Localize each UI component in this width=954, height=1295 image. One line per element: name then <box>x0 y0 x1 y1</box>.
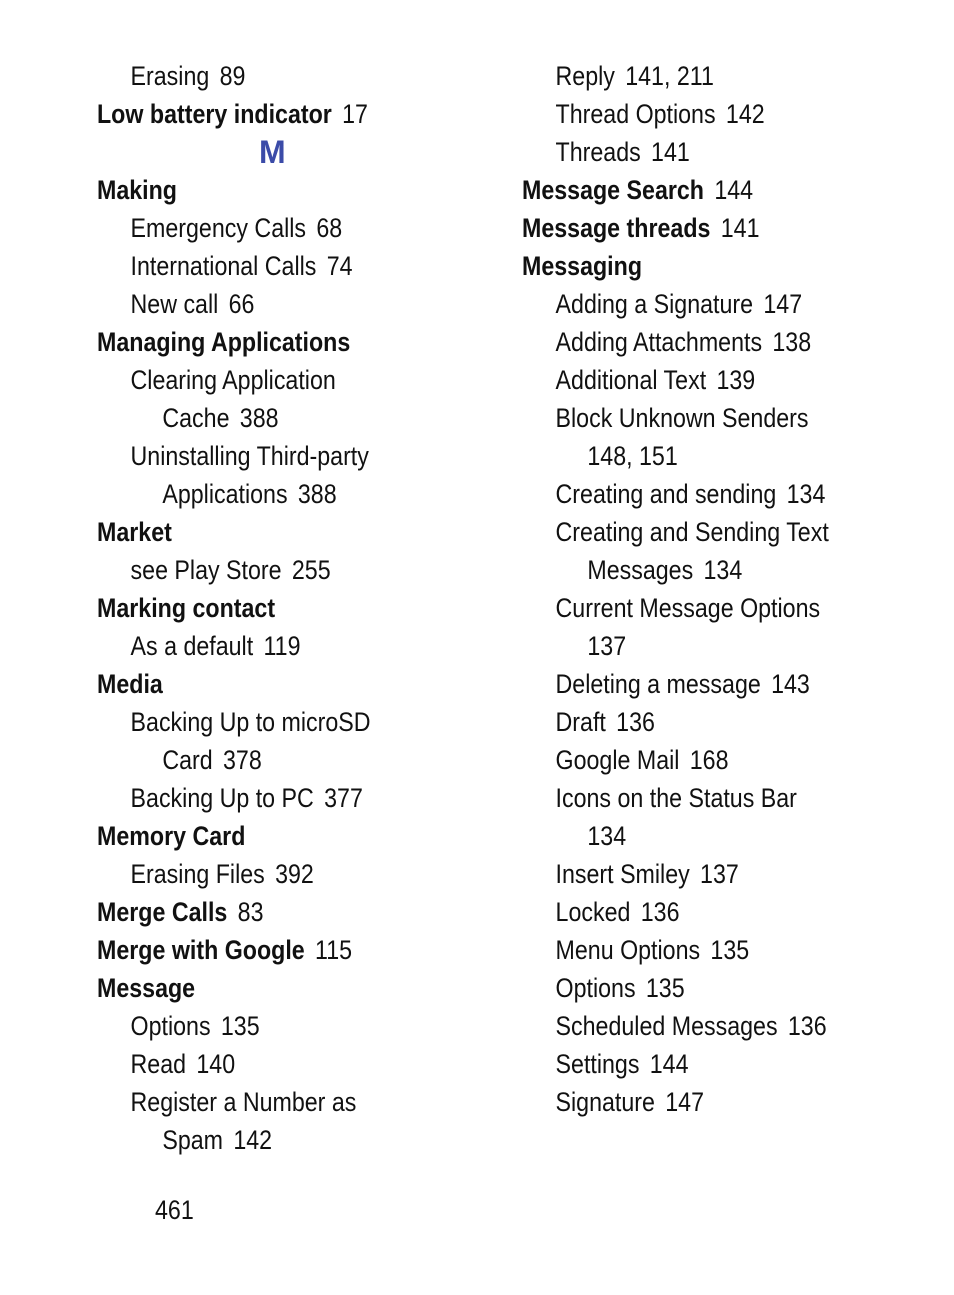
index-subentry <box>522 133 883 171</box>
index-subentry <box>522 1045 883 1083</box>
index-subentry <box>522 703 883 741</box>
index-subentry <box>522 931 883 969</box>
page-reference[interactable]: 139 <box>716 365 756 395</box>
index-subentry <box>522 627 883 665</box>
index-term: Read <box>130 1049 187 1079</box>
index-entry-main <box>97 323 441 361</box>
page-reference[interactable]: 134 <box>587 821 627 851</box>
index-entry-main <box>97 513 441 551</box>
page-reference[interactable]: 135 <box>220 1011 260 1041</box>
index-term: Locked <box>555 897 631 927</box>
page-reference[interactable]: 89 <box>219 61 246 91</box>
index-term: Scheduled Messages <box>555 1011 778 1041</box>
index-term: New call <box>130 289 219 319</box>
index-term: Making <box>97 175 177 205</box>
page-reference[interactable]: 141 <box>720 213 760 243</box>
index-entry-main <box>522 171 883 209</box>
index-term: Adding Attachments <box>555 327 763 357</box>
index-term: Creating and Sending Text <box>555 517 829 547</box>
index-term: As a default <box>130 631 254 661</box>
index-term: Backing Up to PC <box>130 783 314 813</box>
index-subentry <box>97 57 441 95</box>
page-reference[interactable]: 141 <box>651 137 690 167</box>
index-subentry <box>522 57 883 95</box>
index-subentry <box>522 1083 883 1121</box>
index-entry-main <box>97 931 441 969</box>
index-term: Uninstalling Third-party <box>130 441 369 471</box>
page-reference[interactable]: 377 <box>324 783 363 813</box>
index-entry-main <box>97 969 441 1007</box>
index-term: Managing Applications <box>97 327 351 357</box>
page-reference[interactable]: 142 <box>725 99 765 129</box>
index-subentry <box>522 513 883 551</box>
index-term: Adding a Signature <box>555 289 754 319</box>
index-subentry <box>522 855 883 893</box>
index-term: Merge with Google <box>97 935 305 965</box>
index-term: Block Unknown Senders <box>555 403 809 433</box>
page-reference[interactable]: 141, 211 <box>625 61 714 91</box>
page-reference[interactable]: 144 <box>714 175 754 205</box>
index-subentry <box>97 1007 441 1045</box>
page-number: 461 <box>155 1195 194 1225</box>
index-term: Erasing <box>130 61 210 91</box>
index-term: Menu Options <box>555 935 701 965</box>
index-term: Erasing Files <box>130 859 265 889</box>
page-reference[interactable]: 142 <box>233 1125 273 1155</box>
page-reference[interactable]: 134 <box>786 479 826 509</box>
index-term: Applications <box>162 479 288 509</box>
page-reference[interactable]: 168 <box>689 745 729 775</box>
index-term: Clearing Application <box>130 365 336 395</box>
index-subentry <box>522 969 883 1007</box>
page-reference[interactable]: 136 <box>616 707 655 737</box>
index-subentry <box>522 361 883 399</box>
index-entry-main <box>97 817 441 855</box>
index-term: Register a Number as <box>130 1087 357 1117</box>
index-subentry <box>522 399 883 437</box>
page-reference[interactable]: 74 <box>326 251 353 281</box>
index-term: Emergency Calls <box>130 213 307 243</box>
index-subentry <box>522 665 883 703</box>
page-reference[interactable]: 134 <box>703 555 743 585</box>
index-term: International Calls <box>130 251 317 281</box>
index-term: Thread Options <box>555 99 716 129</box>
index-term: Message threads <box>522 213 711 243</box>
index-term: Cache <box>162 403 230 433</box>
index-subentry <box>522 817 883 855</box>
index-subentry <box>522 779 883 817</box>
index-subentry <box>522 95 883 133</box>
page-reference[interactable]: 135 <box>645 973 685 1003</box>
index-subentry <box>97 209 441 247</box>
index-subentry <box>97 779 441 817</box>
index-term: Draft <box>555 707 606 737</box>
index-entry-main <box>97 171 441 209</box>
index-term: Messaging <box>522 251 643 281</box>
index-subentry <box>97 399 441 437</box>
page-reference[interactable]: 147 <box>763 289 803 319</box>
page-reference[interactable]: 392 <box>275 859 314 889</box>
index-term: Spam <box>162 1125 224 1155</box>
index-subentry <box>97 703 441 741</box>
index-term: Signature <box>555 1087 655 1117</box>
index-term: Message Search <box>522 175 704 205</box>
index-subentry <box>522 285 883 323</box>
index-term: Current Message Options <box>555 593 821 623</box>
index-term: Media <box>97 669 163 699</box>
index-subentry <box>97 285 441 323</box>
index-subentry <box>97 741 441 779</box>
index-subentry <box>522 741 883 779</box>
index-term: Additional Text <box>555 365 707 395</box>
index-entry-main <box>97 95 441 133</box>
page-reference[interactable]: 143 <box>771 669 810 699</box>
index-term: see Play Store <box>130 555 282 585</box>
page-reference[interactable]: 119 <box>263 631 301 661</box>
index-term: Deleting a message <box>555 669 761 699</box>
page-reference[interactable]: 83 <box>237 897 264 927</box>
index-term: Backing Up to microSD <box>130 707 371 737</box>
page-reference[interactable]: 138 <box>772 327 812 357</box>
index-subentry <box>97 855 441 893</box>
index-entry-main <box>97 893 441 931</box>
index-subentry <box>522 475 883 513</box>
index-entry-main <box>97 589 441 627</box>
page-reference[interactable]: 136 <box>640 897 680 927</box>
index-column-left <box>97 57 497 1159</box>
index-subentry <box>522 589 883 627</box>
index-term: Memory Card <box>97 821 246 851</box>
index-subentry <box>97 1045 441 1083</box>
index-term: Messages <box>587 555 694 585</box>
page-reference[interactable]: 388 <box>297 479 337 509</box>
index-term: Google Mail <box>555 745 680 775</box>
index-subentry <box>522 893 883 931</box>
index-term: Insert Smiley <box>555 859 690 889</box>
page-reference[interactable]: 66 <box>228 289 255 319</box>
index-term: Options <box>130 1011 211 1041</box>
page-reference[interactable]: 255 <box>291 555 331 585</box>
index-term: Creating and sending <box>555 479 777 509</box>
index-subentry <box>97 475 441 513</box>
index-subentry <box>97 1083 441 1121</box>
index-term: Low battery indicator <box>97 99 332 129</box>
page-reference[interactable]: 147 <box>665 1087 705 1117</box>
index-column-right <box>522 57 942 1121</box>
index-entry-main <box>97 665 441 703</box>
page-reference[interactable]: 148, 151 <box>587 441 678 471</box>
index-subentry <box>97 551 441 589</box>
index-term: Marking contact <box>97 593 276 623</box>
page-reference[interactable]: 140 <box>196 1049 236 1079</box>
page-reference[interactable]: 144 <box>649 1049 689 1079</box>
page-reference[interactable]: 17 <box>342 99 368 129</box>
page-reference[interactable]: 136 <box>787 1011 827 1041</box>
index-term: Card <box>162 745 213 775</box>
index-term: Options <box>555 973 636 1003</box>
index-entry-main <box>522 247 883 285</box>
page-reference[interactable]: 135 <box>710 935 750 965</box>
page-reference[interactable]: 115 <box>315 935 353 965</box>
index-subentry <box>97 1121 441 1159</box>
index-subentry <box>522 323 883 361</box>
section-letter-heading: M <box>259 134 286 170</box>
page-reference[interactable]: 68 <box>316 213 343 243</box>
index-term: Market <box>97 517 172 547</box>
page-reference[interactable]: 378 <box>223 745 262 775</box>
page-reference[interactable]: 388 <box>239 403 279 433</box>
index-term: Settings <box>555 1049 640 1079</box>
index-subentry <box>522 551 883 589</box>
index-entry-main <box>522 209 883 247</box>
index-term: Message <box>97 973 196 1003</box>
page-reference[interactable]: 137 <box>587 631 627 661</box>
index-term: Merge Calls <box>97 897 228 927</box>
index-subentry <box>522 437 883 475</box>
index-term: Threads <box>555 137 641 167</box>
index-subentry <box>97 361 441 399</box>
page-reference[interactable]: 137 <box>700 859 739 889</box>
index-subentry <box>97 247 441 285</box>
index-subentry <box>97 437 441 475</box>
index-subentry <box>97 627 441 665</box>
index-term: Reply <box>555 61 615 91</box>
index-subentry <box>522 1007 883 1045</box>
index-term: Icons on the Status Bar <box>555 783 797 813</box>
